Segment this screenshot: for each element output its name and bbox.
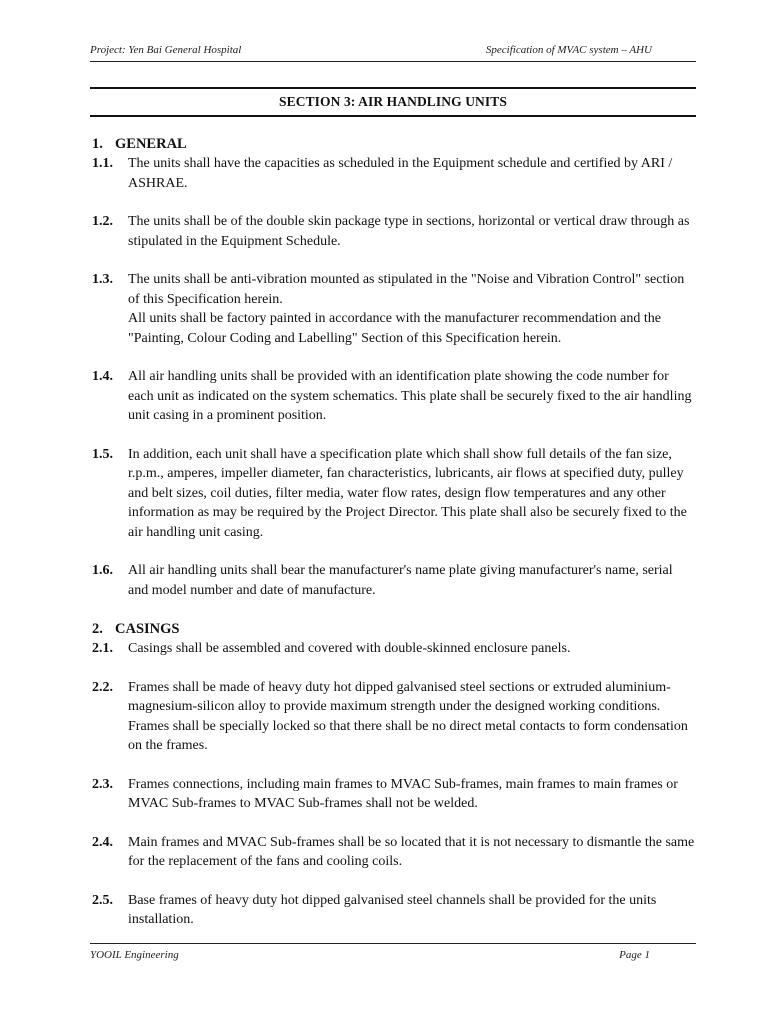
clause-2-1 <box>92 639 696 659</box>
clause-text: Casings shall be assembled and covered with double-skinned enclosure panels. <box>128 641 571 656</box>
clause-1-3 <box>92 270 696 348</box>
clause-number: 2.4. <box>92 834 113 850</box>
clause-number: 1.3. <box>92 272 113 287</box>
document-body <box>92 134 696 930</box>
page-header <box>90 44 696 62</box>
page-number: Page 1 <box>619 949 650 961</box>
clause-2-2 <box>92 678 696 756</box>
section-title: SECTION 3: AIR HANDLING UNITS <box>90 87 696 117</box>
clause-number: 1.5. <box>92 446 113 462</box>
clause-text: All air handling units shall bear the manufacturer's name plate giving manufacturer's name, serial and model number and date of manufacture. <box>128 563 673 598</box>
clause-text: All air handling units shall be provided with an identification plate showing the code number for each unit as indicated on the system schematics. This plate shall be securely fixed to the air handling unit casing in a prominent position. <box>128 369 692 423</box>
section-heading-casings <box>92 619 696 639</box>
page-footer <box>90 943 696 961</box>
clause-text: Frames connections, including main frames to MVAC Sub-frames, main frames to main frames or MVAC Sub-frames to MVAC Sub-frames shall not be welded. <box>128 776 678 811</box>
clause-number: 1.4. <box>92 369 113 384</box>
company-name: YOOIL Engineering <box>90 949 179 961</box>
clause-2-5 <box>92 891 696 930</box>
clause-1-5 <box>92 445 696 543</box>
clause-text: The units shall be of the double skin package type in sections, horizontal or vertical draw through as stipulated in the Equipment Schedule. <box>128 214 690 249</box>
section-heading-text: GENERAL <box>115 136 187 152</box>
section-number: 1. <box>92 136 103 152</box>
clause-text: Frames shall be made of heavy duty hot dipped galvanised steel sections or extruded aluminium- magnesium-silicon alloy to provide maximum strength under the designed working conditions. Frames shall be specially locked so that there shall be no direct metal contacts to form condensation on the frames. <box>128 679 688 753</box>
clause-2-4 <box>92 833 696 872</box>
clause-text: The units shall be anti-vibration mounted as stipulated in the "Noise and Vibration Control" section of this Specification herein. <box>128 272 685 307</box>
clause-1-2 <box>92 212 696 251</box>
clause-text: In addition, each unit shall have a specification plate which shall show full details of the fan size, r.p.m., amperes, impeller diameter, fan characteristics, lubricants, air flows at specified duty, pulley and belt sizes, coil duties, filter media, water flow rates, design flow temperatures and any other information as may be required by the Project Director. This plate shall also be securely fixed to the air handling unit casing. <box>128 446 687 540</box>
section-number: 2. <box>92 621 103 637</box>
clause-number: 1.2. <box>92 214 113 229</box>
project-name: Project: Yen Bai General Hospital <box>90 44 242 56</box>
clause-number: 2.3. <box>92 776 113 792</box>
clause-1-4 <box>92 367 696 426</box>
clause-number: 1.1. <box>92 156 113 171</box>
section-heading-general <box>92 134 696 154</box>
clause-1-6 <box>92 561 696 600</box>
clause-text: The units shall have the capacities as scheduled in the Equipment schedule and certified by ARI / ASHRAE. <box>128 156 673 191</box>
clause-2-3 <box>92 775 696 814</box>
clause-text: Base frames of heavy duty hot dipped galvanised steel channels shall be provided for the units installation. <box>128 892 657 927</box>
clause-text: Main frames and MVAC Sub-frames shall be so located that it is not necessary to dismantle the same for the replacement of the fans and cooling coils. <box>128 834 695 869</box>
spec-name: Specification of MVAC system – AHU <box>485 44 652 56</box>
clause-1-1 <box>92 154 696 193</box>
clause-number: 1.6. <box>92 563 113 578</box>
clause-text: All units shall be factory painted in accordance with the manufacturer recommendation and the "Painting, Colour Coding and Labelling" Section of this Specification herein. <box>128 311 661 346</box>
clause-number: 2.1. <box>92 641 113 656</box>
clause-number: 2.5. <box>92 892 113 908</box>
clause-number: 2.2. <box>92 679 113 695</box>
section-heading-text: CASINGS <box>115 621 180 637</box>
